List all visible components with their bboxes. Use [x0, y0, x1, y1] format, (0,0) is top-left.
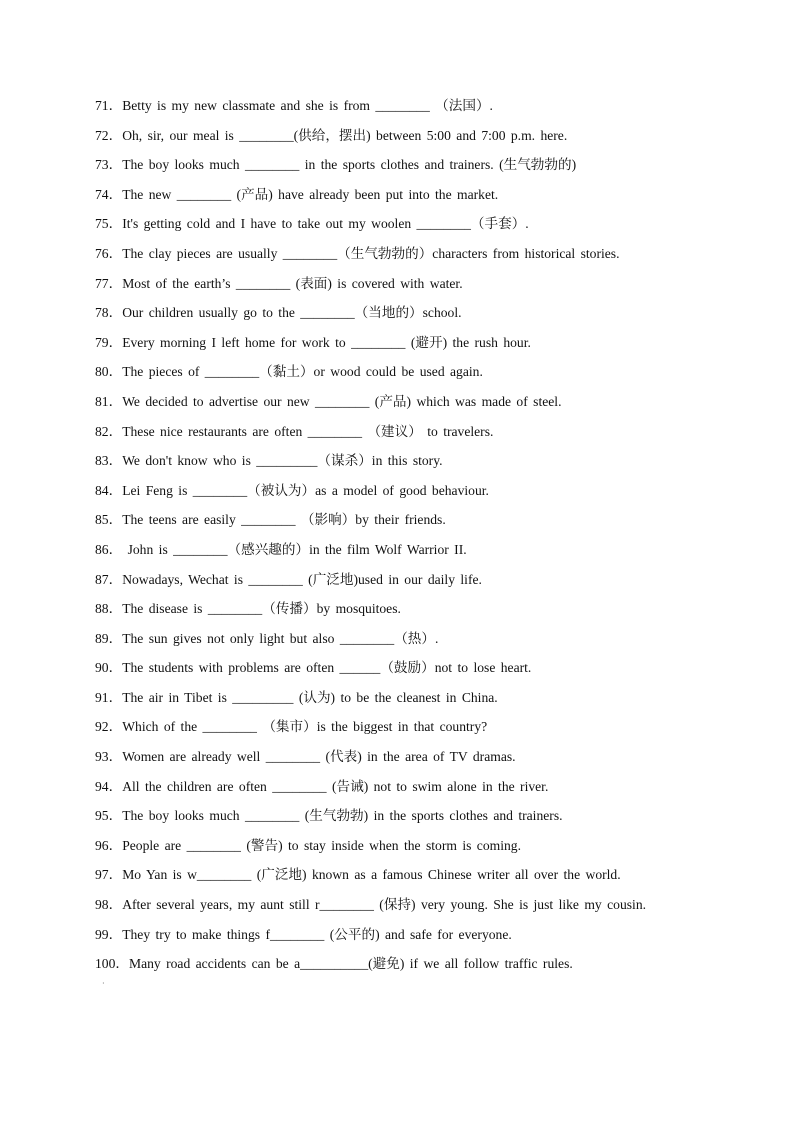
- question-text: Most of the earth’s ________ (表面) is covered with water.: [122, 275, 463, 291]
- question-text: Which of the ________ （集市）is the biggest in that country?: [122, 719, 488, 735]
- question-item: [95, 597, 735, 627]
- question-item: [95, 94, 735, 124]
- question-item: [95, 834, 735, 864]
- question-number: 88．: [95, 601, 123, 617]
- question-text: Nowadays, Wechat is ________ (广泛地)used in our daily life.: [122, 571, 482, 587]
- question-number: 90．: [95, 660, 123, 676]
- question-number: 94．: [95, 778, 123, 794]
- question-item: [95, 923, 735, 953]
- question-item: [95, 952, 735, 982]
- question-item: [95, 331, 735, 361]
- stray-mark: ·: [102, 979, 105, 988]
- question-item: [95, 538, 735, 568]
- question-item: [95, 775, 735, 805]
- question-item: [95, 804, 735, 834]
- question-text: Women are already well ________ (代表) in the area of TV dramas.: [122, 749, 516, 765]
- question-number: 86．: [95, 541, 123, 557]
- question-text: It's getting cold and I have to take out my woolen ________（手套）.: [122, 216, 529, 232]
- question-number: 81．: [95, 393, 123, 409]
- question-item: [95, 183, 735, 213]
- question-text: Oh, sir, our meal is ________(供给，摆出) between 5:00 and 7:00 p.m. here.: [122, 127, 568, 143]
- question-number: 79．: [95, 334, 123, 350]
- question-text: We decided to advertise our new ________ (产品) which was made of steel.: [122, 393, 562, 409]
- question-text: The clay pieces are usually ________（生气勃勃的）characters from historical stories.: [122, 245, 620, 261]
- question-item: [95, 272, 735, 302]
- question-item: [95, 745, 735, 775]
- question-text: The sun gives not only light but also ________（热）.: [122, 630, 439, 646]
- question-item: [95, 508, 735, 538]
- question-item: [95, 153, 735, 183]
- question-text: Lei Feng is ________（被认为）as a model of good behaviour.: [122, 482, 489, 498]
- question-number: 77．: [95, 275, 123, 291]
- question-list: [95, 94, 735, 982]
- question-item: [95, 212, 735, 242]
- question-number: 87．: [95, 571, 123, 587]
- question-text: The air in Tibet is _________ (认为) to be the cleanest in China.: [122, 689, 498, 705]
- question-number: 95．: [95, 808, 123, 824]
- question-number: 72．: [95, 127, 123, 143]
- question-number: 85．: [95, 512, 123, 528]
- question-item: [95, 242, 735, 272]
- question-number: 93．: [95, 749, 123, 765]
- question-item: [95, 390, 735, 420]
- question-number: 99．: [95, 926, 123, 942]
- question-item: [95, 301, 735, 331]
- question-number: 83．: [95, 453, 123, 469]
- question-item: [95, 479, 735, 509]
- question-number: 89．: [95, 630, 123, 646]
- question-text: The disease is ________（传播）by mosquitoes.: [122, 601, 401, 617]
- question-item: [95, 568, 735, 598]
- question-number: 76．: [95, 245, 123, 261]
- question-item: [95, 449, 735, 479]
- question-item: [95, 893, 735, 923]
- question-item: [95, 360, 735, 390]
- question-number: 96．: [95, 837, 123, 853]
- question-item: [95, 656, 735, 686]
- question-item: [95, 124, 735, 154]
- question-text: All the children are often ________ (告诫) not to swim alone in the river.: [122, 778, 549, 794]
- question-text: The new ________ (产品) have already been put into the market.: [122, 186, 499, 202]
- question-text: The boy looks much ________ in the sports clothes and trainers. (生气勃勃的): [122, 157, 577, 173]
- question-item: [95, 863, 735, 893]
- question-text: We don't know who is _________（谋杀）in this story.: [122, 453, 443, 469]
- question-item: [95, 420, 735, 450]
- question-number: 92．: [95, 719, 123, 735]
- question-text: The teens are easily ________ （影响）by their friends.: [122, 512, 446, 528]
- question-number: 91．: [95, 689, 123, 705]
- question-text: The pieces of ________（黏土）or wood could be used again.: [122, 364, 483, 380]
- question-text: These nice restaurants are often ________ （建议） to travelers.: [122, 423, 494, 439]
- question-text: Mo Yan is w________ (广泛地) known as a famous Chinese writer all over the world.: [122, 867, 621, 883]
- question-text: Our children usually go to the ________（当地的）school.: [122, 305, 462, 321]
- question-number: 84．: [95, 482, 123, 498]
- question-number: 82．: [95, 423, 123, 439]
- question-number: 71．: [95, 98, 123, 113]
- question-number: 98．: [95, 897, 123, 913]
- question-number: 80．: [95, 364, 123, 380]
- question-text: They try to make things f________ (公平的) and safe for everyone.: [122, 926, 512, 942]
- question-text: After several years, my aunt still r________ (保持) very young. She is just like my cousin.: [122, 897, 647, 913]
- question-number: 75．: [95, 216, 123, 232]
- question-text: Betty is my new classmate and she is from ________ （法国）.: [122, 98, 493, 113]
- question-number: 73．: [95, 157, 123, 173]
- question-number: 100．: [95, 956, 129, 972]
- question-number: 78．: [95, 305, 123, 321]
- question-number: 97．: [95, 867, 123, 883]
- question-item: [95, 686, 735, 716]
- question-number: 74．: [95, 186, 123, 202]
- question-item: [95, 627, 735, 657]
- question-text: John is ________（感兴趣的）in the film Wolf Warrior II.: [122, 541, 467, 557]
- question-text: Many road accidents can be a__________(避免) if we all follow traffic rules.: [128, 956, 573, 972]
- question-text: People are ________ (警告) to stay inside when the storm is coming.: [122, 837, 521, 853]
- question-text: Every morning I left home for work to ________ (避开) the rush hour.: [122, 334, 531, 350]
- question-text: The boy looks much ________ (生气勃勃) in the sports clothes and trainers.: [122, 808, 563, 824]
- question-item: [95, 715, 735, 745]
- question-text: The students with problems are often ______（鼓励）not to lose heart.: [122, 660, 532, 676]
